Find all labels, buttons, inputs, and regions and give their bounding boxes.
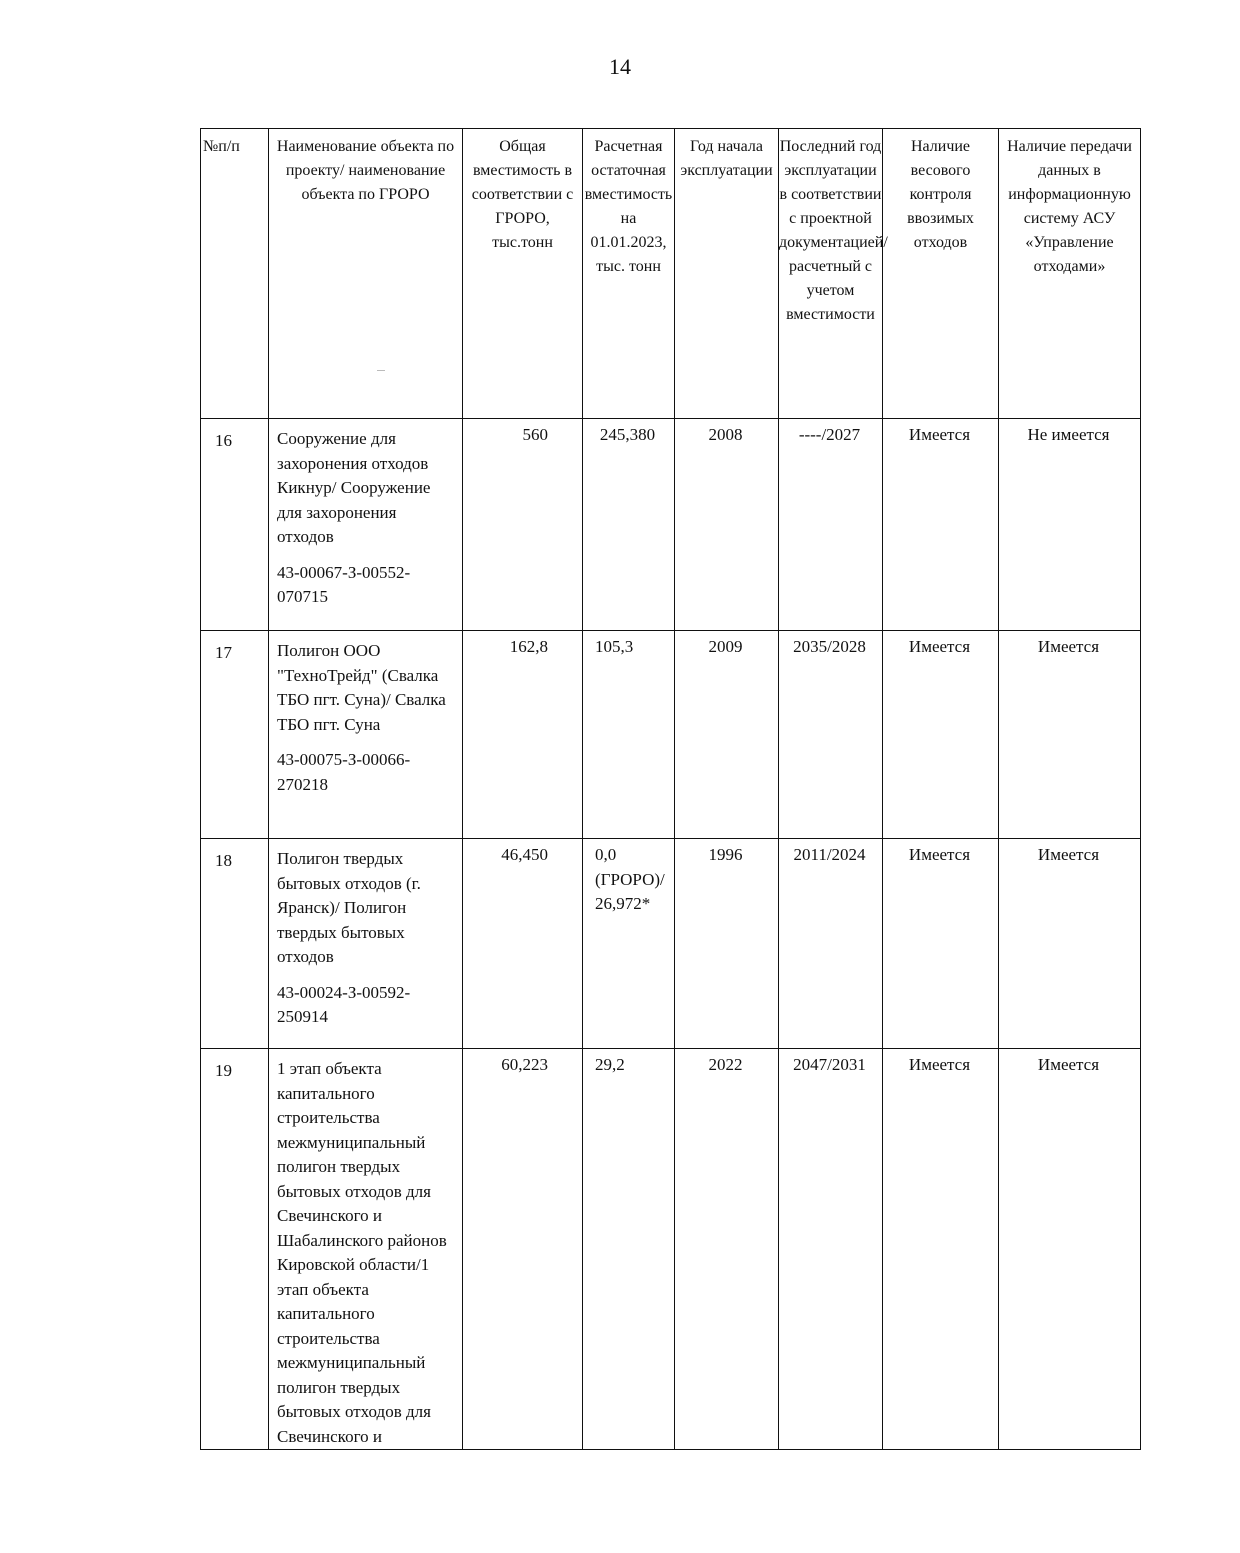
row-residual: 0,0 (ГРОРО)/ 26,972*	[583, 839, 675, 1049]
header-num: №п/п	[201, 129, 269, 419]
header-last-year: Последний год эксплуатации в соответствии с проектной документацией/ расчетный с учетом вместимости	[779, 129, 883, 419]
waste-facilities-table	[200, 128, 1141, 1450]
header-data-transfer: Наличие передачи данных в информационную систему АСУ «Управление отходами»	[999, 129, 1141, 419]
table-row	[201, 839, 1141, 1049]
row-num: 19	[201, 1049, 269, 1450]
row-residual: 105,3	[583, 631, 675, 839]
page-number: 14	[609, 54, 631, 79]
row-code: 43-00067-З-00552-070715	[277, 562, 411, 606]
row-start-year: 2008	[675, 419, 779, 631]
row-code: 43-00024-З-00592-250914	[277, 982, 411, 1026]
row-name: Сооружение для захоронения отходов Кикнур/ Сооружение для захоронения отходов	[277, 429, 431, 546]
row-capacity: 46,450	[463, 839, 583, 1049]
row-residual: 29,2	[583, 1049, 675, 1450]
header-capacity: Общая вместимость в соответствии с ГРОРО, тыс.тонн	[463, 129, 583, 419]
header-weight-control: Наличие весового контроля ввозимых отходов	[883, 129, 999, 419]
row-start-year: 2009	[675, 631, 779, 839]
row-weight-control: Имеется	[883, 419, 999, 631]
row-name-cell	[269, 631, 463, 839]
row-num: 18	[201, 839, 269, 1049]
table-row	[201, 1049, 1141, 1450]
row-name-cell	[269, 1049, 463, 1450]
row-data-transfer: Имеется	[999, 631, 1141, 839]
row-last-year: 2011/2024	[779, 839, 883, 1049]
table-row	[201, 631, 1141, 839]
row-start-year: 2022	[675, 1049, 779, 1450]
row-code: 43-00075-З-00066-270218	[277, 750, 411, 794]
header-residual: Расчетная остаточная вместимость на 01.01.2023, тыс. тонн	[583, 129, 675, 419]
row-capacity: 162,8	[463, 631, 583, 839]
row-name-cell	[269, 839, 463, 1049]
table-row	[201, 419, 1141, 631]
row-residual: 245,380	[583, 419, 675, 631]
table-header-row	[201, 129, 1141, 419]
row-data-transfer: Имеется	[999, 839, 1141, 1049]
row-data-transfer: Имеется	[999, 1049, 1141, 1450]
row-name-cell	[269, 419, 463, 631]
row-weight-control: Имеется	[883, 839, 999, 1049]
row-capacity: 560	[463, 419, 583, 631]
header-name: Наименование объекта по проекту/ наименование объекта по ГРОРО	[269, 129, 463, 419]
row-last-year: 2047/2031	[779, 1049, 883, 1450]
row-num: 16	[201, 419, 269, 631]
row-name: Полигон твердых бытовых отходов (г. Яранск)/ Полигон твердых бытовых отходов	[277, 849, 421, 966]
row-last-year: 2035/2028	[779, 631, 883, 839]
row-weight-control: Имеется	[883, 1049, 999, 1450]
row-start-year: 1996	[675, 839, 779, 1049]
row-name: 1 этап объекта капитального строительства межмуниципальный полигон твердых бытовых отходов для Свечинского и Шабалинского районов Кировской области/1 этап объекта капитального строительства межмуниципальный полигон твердых бытовых отходов для Свечинского и	[277, 1059, 447, 1446]
row-capacity: 60,223	[463, 1049, 583, 1450]
row-weight-control: Имеется	[883, 631, 999, 839]
header-start-year: Год начала эксплуатации	[675, 129, 779, 419]
row-name: Полигон ООО "ТехноТрейд" (Свалка ТБО пгт. Суна)/ Свалка ТБО пгт. Суна	[277, 641, 446, 734]
scan-speck	[377, 370, 385, 371]
waste-facilities-table-wrap	[200, 128, 1132, 1446]
row-data-transfer: Не имеется	[999, 419, 1141, 631]
row-last-year: ----/2027	[779, 419, 883, 631]
row-num: 17	[201, 631, 269, 839]
